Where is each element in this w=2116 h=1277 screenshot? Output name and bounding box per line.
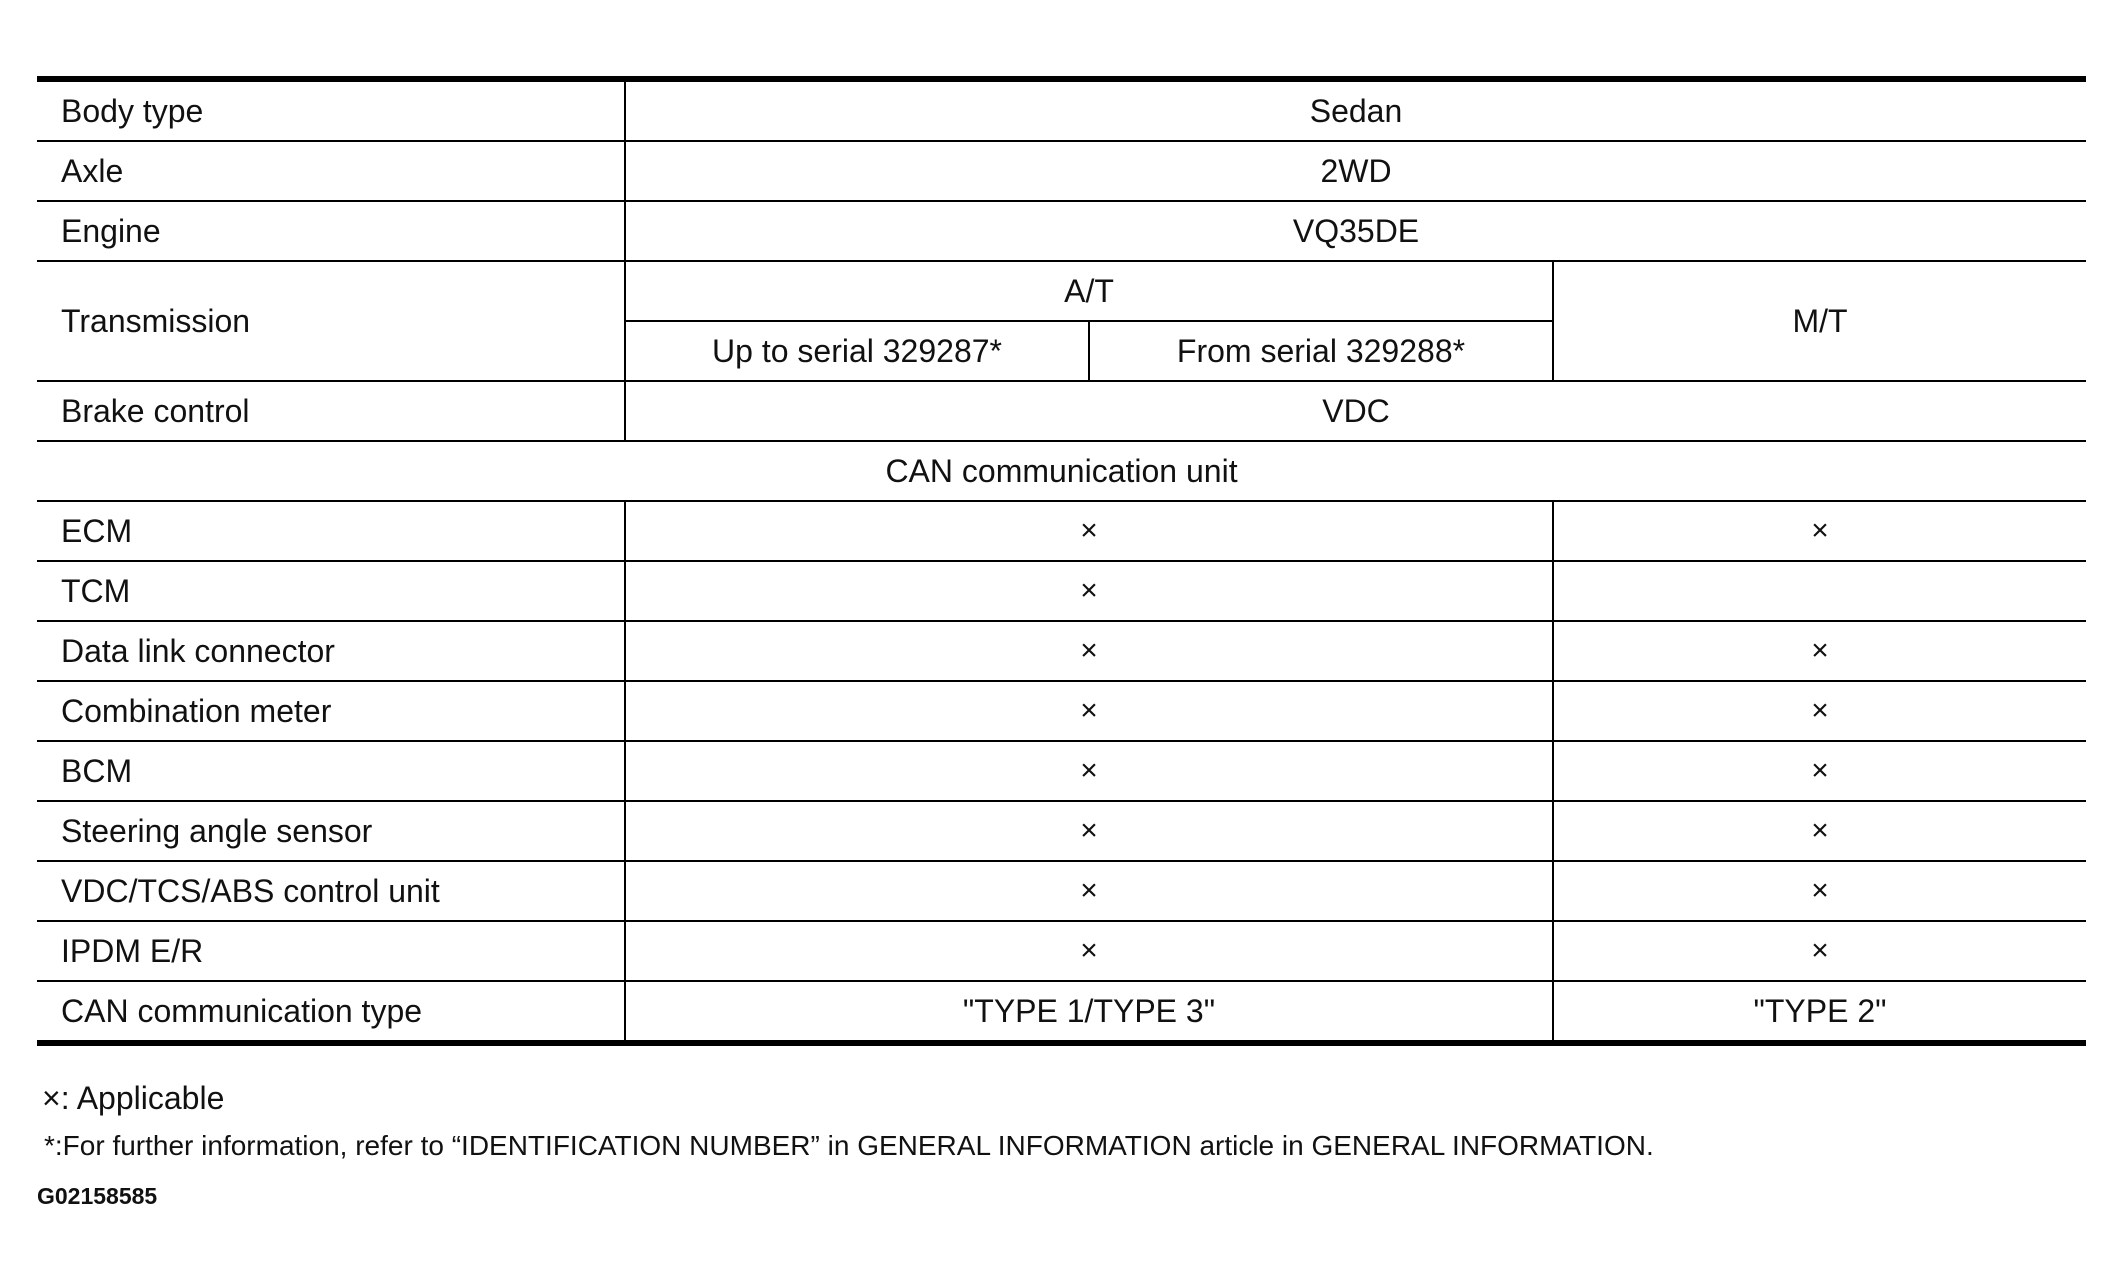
at-applicable-mark: × xyxy=(625,561,1553,621)
serial-footnote: *:For further information, refer to “IDENTIFICATION NUMBER” in GENERAL INFORMATION article in GENERAL INFORMATION. xyxy=(44,1130,1654,1161)
row-engine xyxy=(37,201,2086,261)
at-serial-from: From serial 329288* xyxy=(1089,321,1553,381)
row-can-communication-type xyxy=(37,981,2086,1043)
row-axle xyxy=(37,141,2086,201)
row-section-header xyxy=(37,441,2086,501)
unit-label: IPDM E/R xyxy=(37,921,625,981)
mt-applicable-mark: × xyxy=(1553,921,2086,981)
row-body-type xyxy=(37,79,2086,141)
can-unit-section-header: CAN communication unit xyxy=(37,441,2086,501)
unit-row xyxy=(37,681,2086,741)
brake-control-label: Brake control xyxy=(37,381,625,441)
mt-applicable-mark: × xyxy=(1553,861,2086,921)
at-serial-up-to: Up to serial 329287* xyxy=(625,321,1089,381)
body-type-value: Sedan xyxy=(625,79,2086,141)
at-applicable-mark: × xyxy=(625,681,1553,741)
transmission-label: Transmission xyxy=(37,261,625,381)
can-type-label: CAN communication type xyxy=(37,981,625,1043)
at-applicable-mark: × xyxy=(625,621,1553,681)
can-type-mt: "TYPE 2" xyxy=(1553,981,2086,1043)
transmission-mt: M/T xyxy=(1553,261,2086,381)
engine-value: VQ35DE xyxy=(625,201,2086,261)
unit-label: ECM xyxy=(37,501,625,561)
at-applicable-mark: × xyxy=(625,921,1553,981)
unit-label: TCM xyxy=(37,561,625,621)
body-type-label: Body type xyxy=(37,79,625,141)
applicable-legend: ×: Applicable xyxy=(42,1080,225,1116)
row-transmission xyxy=(37,261,2086,321)
unit-row xyxy=(37,561,2086,621)
at-applicable-mark: × xyxy=(625,861,1553,921)
figure-code: G02158585 xyxy=(37,1183,158,1209)
can-system-spec-table xyxy=(37,76,2086,1046)
mt-applicable-mark: × xyxy=(1553,741,2086,801)
unit-label: BCM xyxy=(37,741,625,801)
unit-label: VDC/TCS/ABS control unit xyxy=(37,861,625,921)
engine-label: Engine xyxy=(37,201,625,261)
at-applicable-mark: × xyxy=(625,741,1553,801)
unit-row xyxy=(37,861,2086,921)
mt-applicable-mark xyxy=(1553,561,2086,621)
brake-control-value: VDC xyxy=(625,381,2086,441)
mt-applicable-mark: × xyxy=(1553,501,2086,561)
unit-row xyxy=(37,741,2086,801)
unit-row xyxy=(37,921,2086,981)
unit-row xyxy=(37,801,2086,861)
mt-applicable-mark: × xyxy=(1553,621,2086,681)
axle-label: Axle xyxy=(37,141,625,201)
unit-label: Data link connector xyxy=(37,621,625,681)
unit-row xyxy=(37,501,2086,561)
at-applicable-mark: × xyxy=(625,801,1553,861)
at-applicable-mark: × xyxy=(625,501,1553,561)
can-type-at: "TYPE 1/TYPE 3" xyxy=(625,981,1553,1043)
unit-label: Combination meter xyxy=(37,681,625,741)
transmission-at: A/T xyxy=(625,261,1553,321)
unit-label: Steering angle sensor xyxy=(37,801,625,861)
row-brake-control xyxy=(37,381,2086,441)
axle-value: 2WD xyxy=(625,141,2086,201)
unit-row xyxy=(37,621,2086,681)
mt-applicable-mark: × xyxy=(1553,681,2086,741)
mt-applicable-mark: × xyxy=(1553,801,2086,861)
